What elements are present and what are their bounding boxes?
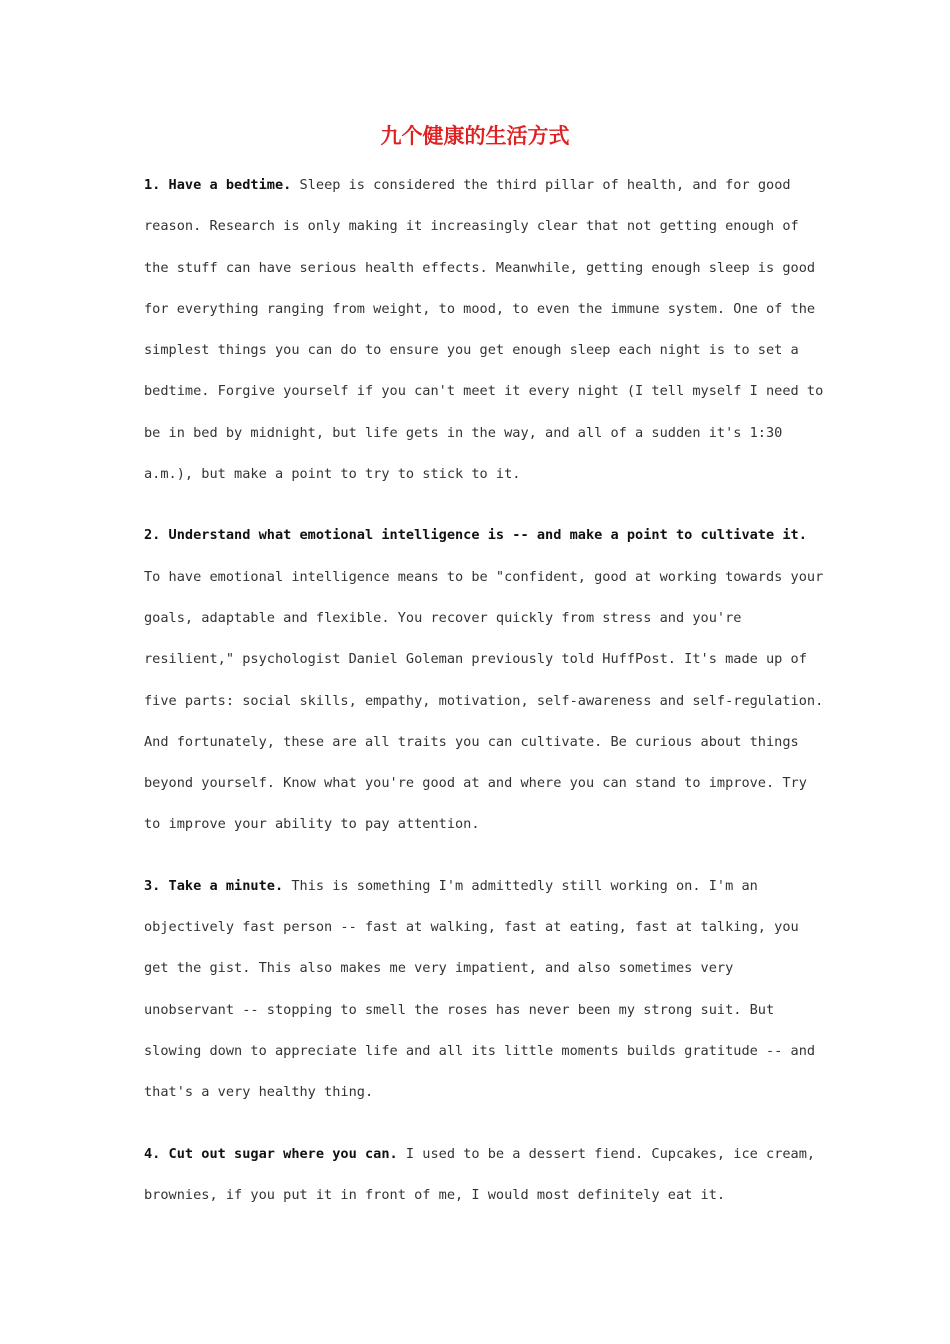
section-bedtime <box>144 165 824 495</box>
section-heading: 3. Take a minute. <box>144 877 284 894</box>
document-body <box>144 165 824 1236</box>
section-cut-out-sugar <box>144 1134 824 1217</box>
section-text: This is something I'm admittedly still working on. I'm an objectively fast person -- fast at walking, fast at eating, fast at talking, you get the gist. This also makes me very impatient, and also sometimes very unobservant -- stopping to smell the roses has never been my strong suit. But slowing down to appreciate life and all its little moments builds gratitude -- and that's a very healthy thing. <box>144 877 816 1101</box>
section-heading: 1. Have a bedtime. <box>144 177 292 193</box>
section-take-a-minute <box>144 866 824 1114</box>
section-text: Sleep is considered the third pillar of health, and for good reason. Research is only making it increasingly clear that not getting enough of the stuff can have serious health effects. Meanwhile, getting enough sleep is good for everything ranging from weight, to mood, to even the immune system. One of the simplest things you can do to ensure you get enough sleep each night is to set a bedtime. Forgive yourself if you can't meet it every night (I tell myself I need to be in bed by midnight, but life gets in the way, and all of a sudden it's 1:30 a.m.), but make a point to try to stick to it. <box>144 177 824 483</box>
section-text: I used to be a dessert fiend. Cupcakes, ice cream, brownies, if you put it in front of me, I would most definitely eat it. <box>144 1145 816 1203</box>
section-heading: 4. Cut out sugar where you can. <box>144 1145 398 1162</box>
document-title: 九个健康的生活方式 <box>380 123 570 148</box>
section-heading: 2. Understand what emotional intelligence is -- and make a point to cultivate it. <box>144 527 807 544</box>
section-emotional-intelligence <box>144 515 824 845</box>
section-text: To have emotional intelligence means to be "confident, good at working towards your goals, adaptable and flexible. You recover quickly from stress and you're resilient," psychologist Daniel Goleman previously told HuffPost. It's made up of five parts: social skills, empathy, motivation, self-awareness and self-regulation. And fortunately, these are all traits you can cultivate. Be curious about things beyond yourself. Know what you're good at and where you can stand to improve. Try to improve your ability to pay attention. <box>144 568 824 833</box>
